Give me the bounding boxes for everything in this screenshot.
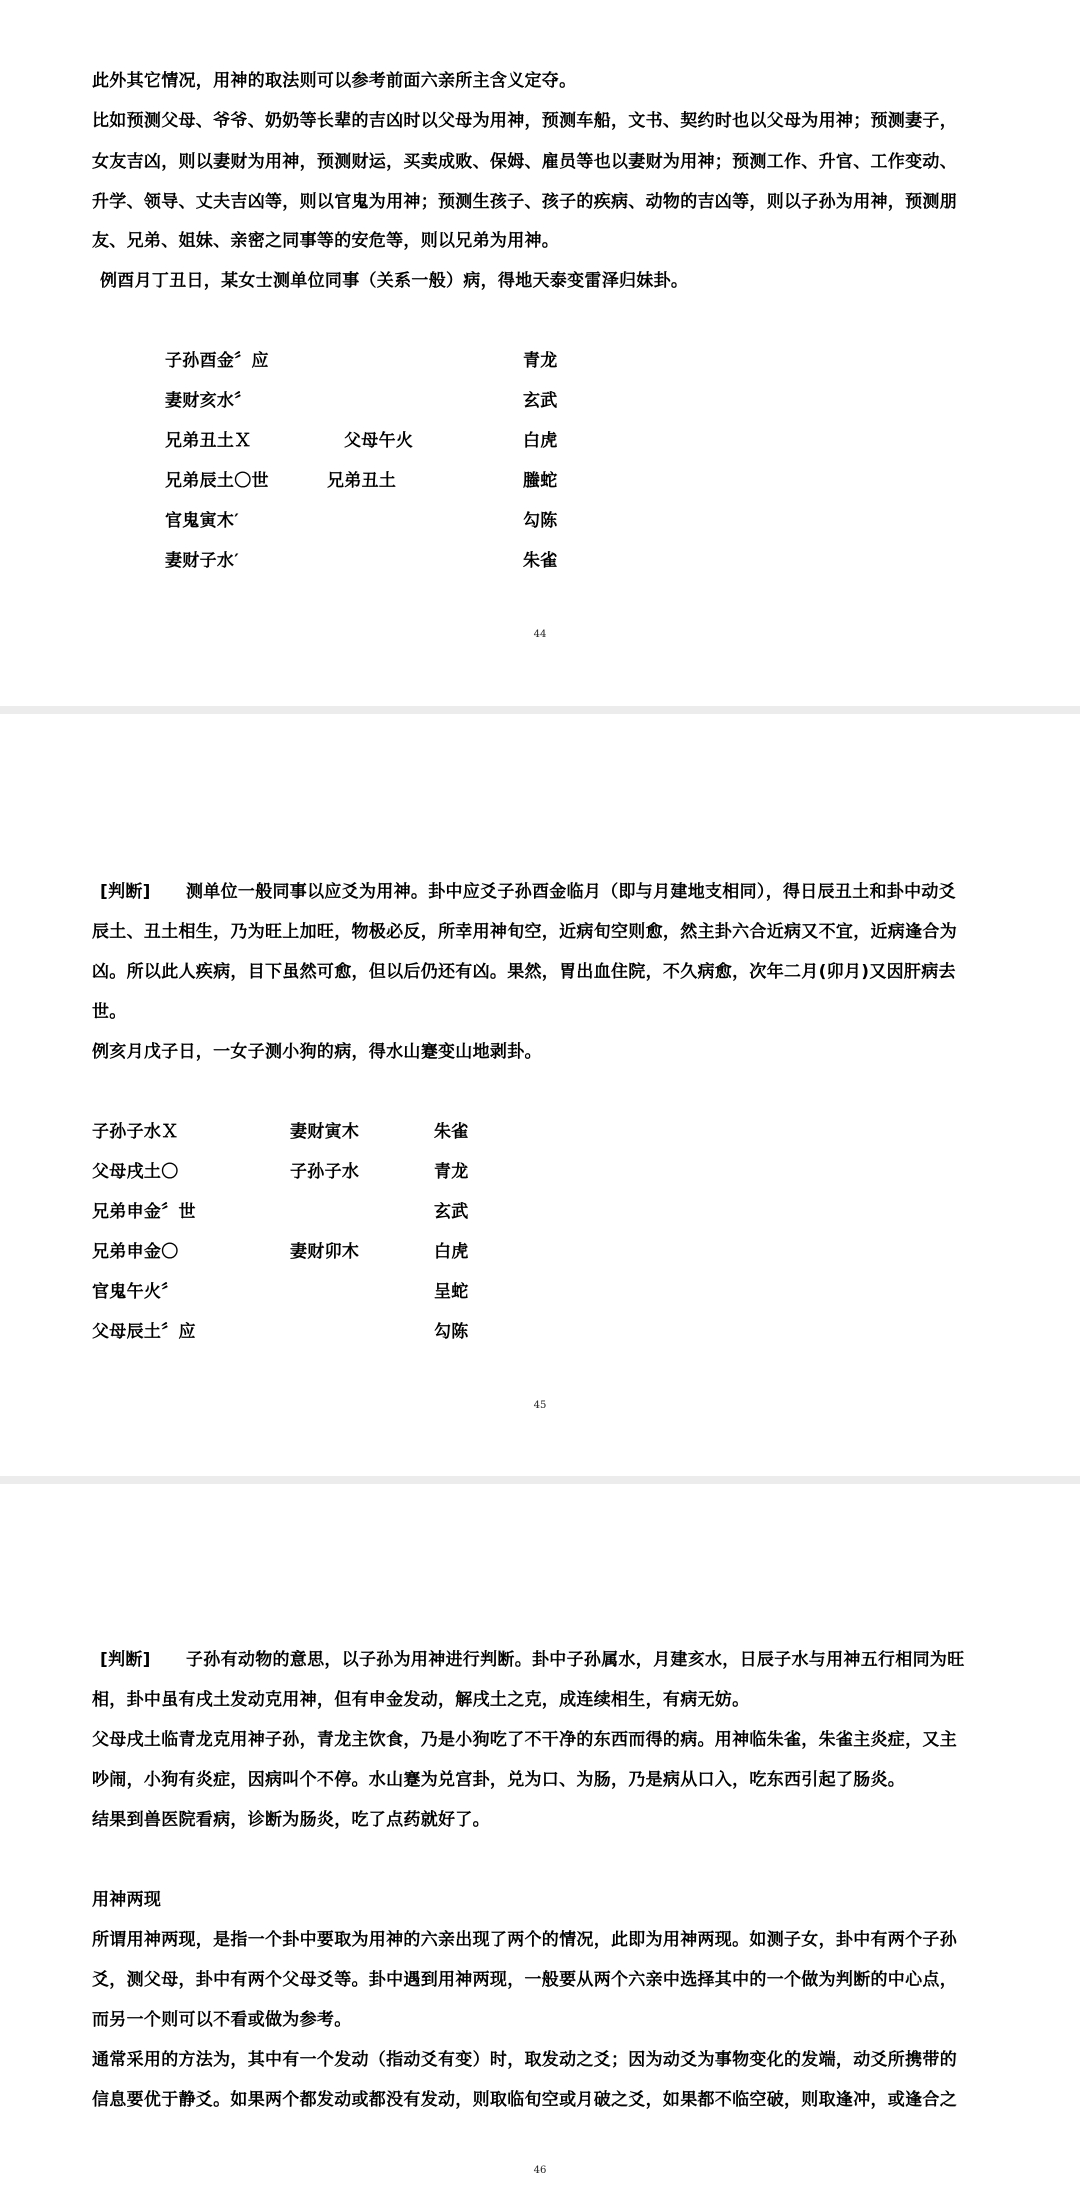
- section-heading: 用神两现: [92, 1890, 162, 1910]
- hexagram-main-line: 兄弟辰土〇世: [165, 471, 269, 491]
- page-number: 46: [533, 2165, 547, 2176]
- hexagram-beast: 玄武: [434, 1202, 469, 1222]
- paragraph-line: 世。: [92, 1002, 127, 1022]
- paragraph-line: 比如预测父母、爷爷、奶奶等长辈的吉凶时以父母为用神，预测车船，文书、契约时也以父母为用神；预测妻子，: [92, 111, 957, 131]
- hexagram-beast: 勾陈: [434, 1322, 469, 1342]
- example-line: 例亥月戊子日，一女子测小狗的病，得水山蹇变山地剥卦。: [92, 1042, 542, 1062]
- paragraph-line: 女友吉凶，则以妻财为用神，预测财运，买卖成败、保姆、雇员等也以妻财为用神；预测工作、升官、工作变动、: [92, 152, 957, 172]
- paragraph-line: 相，卦中虽有戌土发动克用神，但有申金发动，解戌土之克，成连续相生，有病无妨。: [92, 1690, 750, 1710]
- hexagram-main-line: 父母辰土〞应: [92, 1322, 196, 1342]
- hexagram-main-line: 子孙子水Ｘ: [92, 1122, 179, 1142]
- hexagram-changed-line: 子孙子水: [290, 1162, 360, 1182]
- hexagram-beast: 朱雀: [434, 1122, 469, 1142]
- hexagram-main-line: 兄弟申金〞世: [92, 1202, 196, 1222]
- paragraph-line: 信息要优于静爻。如果两个都发动或都没有发动，则取临旬空或月破之爻，如果都不临空破，则取逢冲，或逢合之: [92, 2090, 957, 2110]
- hexagram-beast: 白虎: [523, 431, 558, 451]
- paragraph-line: 爻，测父母，卦中有两个父母爻等。卦中遇到用神两现，一般要从两个六亲中选择其中的一个做为判断的中心点，: [92, 1970, 957, 1990]
- hexagram-main-line: 官鬼寅木′: [165, 511, 239, 531]
- paragraph-line: 辰土、丑土相生，乃为旺上加旺，物极必反，所幸用神旬空，近病旬空则愈，然主卦六合近病又不宜，近病逢合为: [92, 922, 957, 942]
- paragraph-line: 测单位一般同事以应爻为用神。卦中应爻子孙酉金临月（即与月建地支相同），得日辰丑土和卦中动爻: [186, 882, 956, 902]
- intro-line: 此外其它情况，用神的取法则可以参考前面六亲所主含义定夺。: [92, 71, 577, 91]
- document-page-46: [0, 1484, 1080, 2212]
- example-line: 例酉月丁丑日，某女士测单位同事（关系一般）病，得地天泰变雷泽归妹卦。: [100, 271, 689, 291]
- hexagram-beast: 螣蛇: [523, 471, 558, 491]
- result-line: 结果到兽医院看病，诊断为肠炎，吃了点药就好了。: [92, 1810, 490, 1830]
- hexagram-main-line: 兄弟丑土Ｘ: [165, 431, 252, 451]
- hexagram-beast: 玄武: [523, 391, 558, 411]
- paragraph-line: 所谓用神两现，是指一个卦中要取为用神的六亲出现了两个的情况，此即为用神两现。如测子女，卦中有两个子孙: [92, 1930, 957, 1950]
- judgment-label: [判断]: [100, 1650, 151, 1670]
- hexagram-changed-line: 父母午火: [344, 431, 414, 451]
- paragraph-line: 通常采用的方法为，其中有一个发动（指动爻有变）时，取发动之爻；因为动爻为事物变化的发端，动爻所携带的: [92, 2050, 957, 2070]
- paragraph-line: 凶。所以此人疾病，目下虽然可愈，但以后仍还有凶。果然，胃出血住院，不久病愈，次年二月(卯月)又因肝病去: [92, 962, 956, 982]
- paragraph-line: 升学、领导、丈夫吉凶等，则以官鬼为用神；预测生孩子、孩子的疾病、动物的吉凶等，则以子孙为用神，预测朋: [92, 192, 957, 212]
- hexagram-main-line: 兄弟申金〇: [92, 1242, 179, 1262]
- hexagram-main-line: 父母戌土〇: [92, 1162, 179, 1182]
- hexagram-beast: 呈蛇: [434, 1282, 469, 1302]
- paragraph-line: 而另一个则可以不看或做为参考。: [92, 2010, 352, 2030]
- hexagram-main-line: 官鬼午火〞: [92, 1282, 179, 1302]
- paragraph-line: 吵闹，小狗有炎症，因病叫个不停。水山蹇为兑宫卦，兑为口、为肠，乃是病从口入，吃东西引起了肠炎。: [92, 1770, 906, 1790]
- hexagram-beast: 青龙: [523, 351, 558, 371]
- hexagram-beast: 朱雀: [523, 551, 558, 571]
- paragraph-line: 父母戌土临青龙克用神子孙，青龙主饮食，乃是小狗吃了不干净的东西而得的病。用神临朱雀，朱雀主炎症，又主: [92, 1730, 957, 1750]
- paragraph-line: 友、兄弟、姐妹、亲密之同事等的安危等，则以兄弟为用神。: [92, 231, 560, 251]
- hexagram-main-line: 妻财子水′: [165, 551, 239, 571]
- document-page-45: [0, 714, 1080, 1476]
- hexagram-beast: 勾陈: [523, 511, 558, 531]
- hexagram-changed-line: 兄弟丑土: [327, 471, 397, 491]
- judgment-label: [判断]: [100, 882, 151, 902]
- hexagram-beast: 白虎: [434, 1242, 469, 1262]
- hexagram-changed-line: 妻财寅木: [290, 1122, 360, 1142]
- hexagram-main-line: 妻财亥水〞: [165, 391, 252, 411]
- paragraph-line: 子孙有动物的意思，以子孙为用神进行判断。卦中子孙属水，月建亥水，日辰子水与用神五行相同为旺: [186, 1650, 965, 1670]
- page-number: 45: [533, 1400, 547, 1411]
- hexagram-beast: 青龙: [434, 1162, 469, 1182]
- hexagram-main-line: 子孙酉金〞应: [165, 351, 269, 371]
- document-page-44: [0, 0, 1080, 706]
- hexagram-changed-line: 妻财卯木: [290, 1242, 360, 1262]
- page-number: 44: [533, 629, 547, 640]
